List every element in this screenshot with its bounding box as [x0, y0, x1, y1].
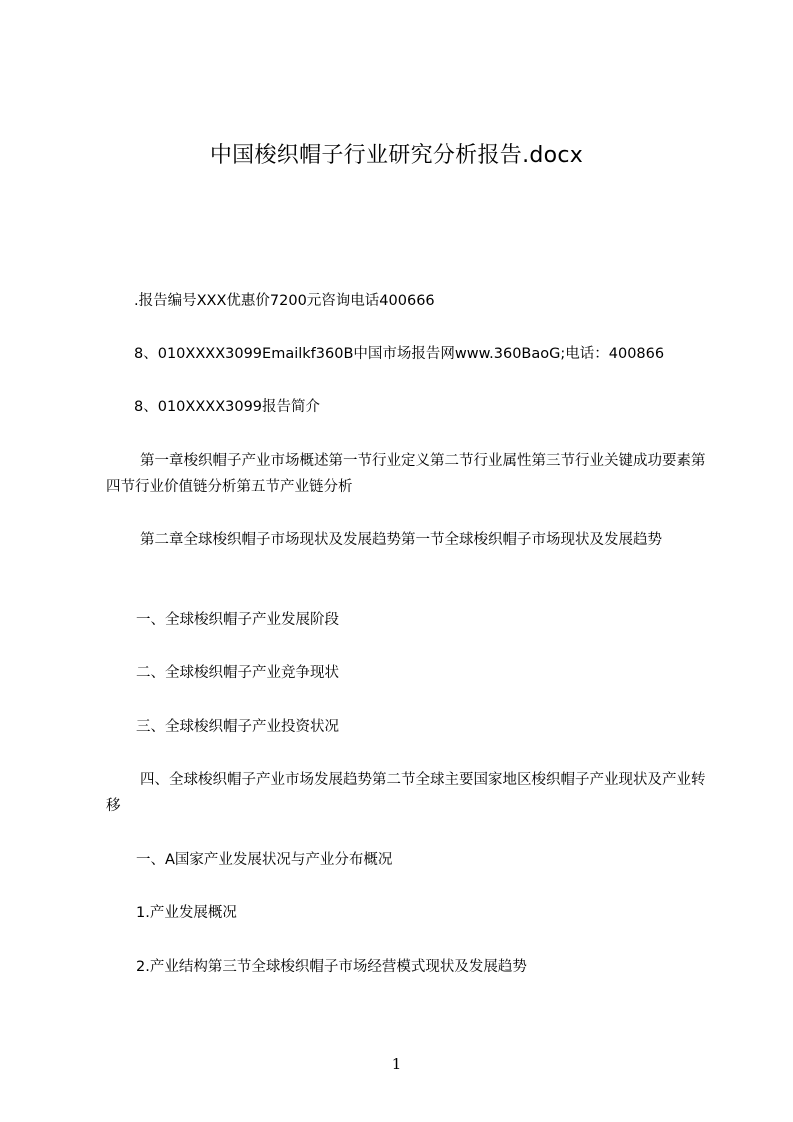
paragraph-report-number: .报告编号XXX优惠价7200元咨询电话400666 [134, 293, 435, 309]
paragraph-contact-email: 8、010XXXX3099Emailkf360B中国市场报告网www.360BaoG;电话：400866 [134, 346, 665, 362]
paragraph-section-1: 一、全球梭织帽子产业发展阶段 [136, 612, 339, 628]
paragraph-chapter-2: 第二章全球梭织帽子市场现状及发展趋势第一节全球梭织帽子市场现状及发展趋势 [140, 532, 662, 548]
paragraph-item-2: 2.产业结构第三节全球梭织帽子市场经营模式现状及发展趋势 [136, 959, 527, 975]
paragraph-report-intro: 8、010XXXX3099报告简介 [134, 399, 321, 415]
paragraph-subsection-a: 一、A国家产业发展状况与产业分布概况 [136, 852, 393, 868]
page-title: 中国梭织帽子行业研究分析报告.docx [209, 143, 584, 168]
paragraph-item-1: 1.产业发展概况 [136, 905, 237, 921]
paragraph-chapter-1: 第一章梭织帽子产业市场概述第一节行业定义第二节行业属性第三节行业关键成功要素第四节行业价值链分析第五节产业链分析 [106, 453, 706, 495]
page-number: 1 [391, 1055, 402, 1073]
paragraph-section-4: 四、全球梭织帽子产业市场发展趋势第二节全球主要国家地区梭织帽子产业现状及产业转移 [106, 772, 706, 814]
paragraph-section-3: 三、全球梭织帽子产业投资状况 [136, 719, 339, 735]
paragraph-section-2: 二、全球梭织帽子产业竞争现状 [136, 665, 339, 681]
